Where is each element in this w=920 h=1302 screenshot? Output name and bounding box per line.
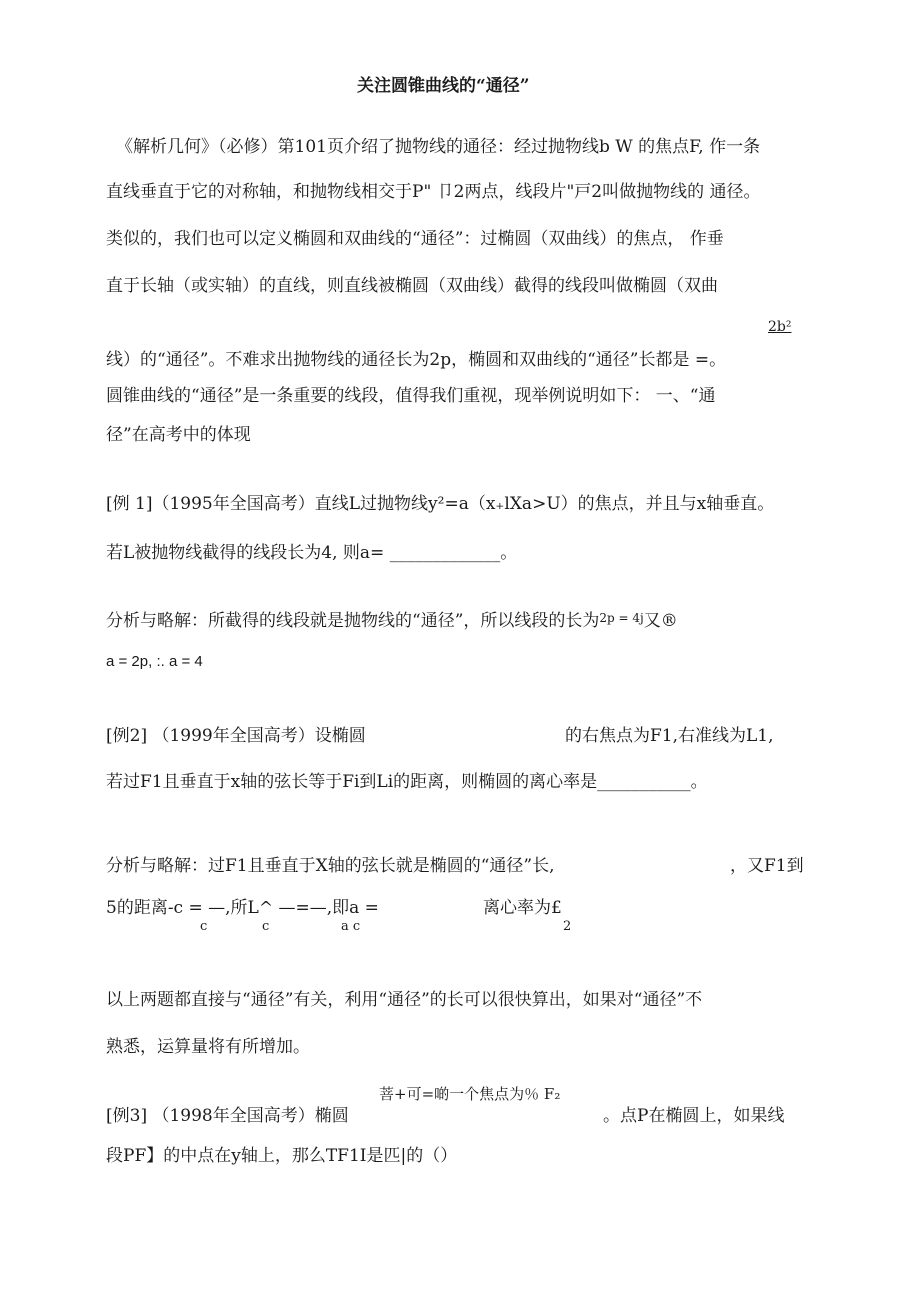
text-line: 径”在高考中的体现 — [106, 425, 251, 445]
text-line: 《解析几何》（必修）第101页介绍了抛物线的通径：经过抛物线b W 的焦点F, 作一条 — [116, 137, 761, 157]
denominator: c — [200, 919, 208, 934]
text-line: 直于长轴（或实轴）的直线，则直线被椭圆（双曲线）截得的线段叫做椭圆（双曲 — [106, 276, 718, 296]
text-line: 5的距离-c = —,所L^ —=—,即a = — [106, 898, 379, 918]
text-line: 类似的，我们也可以定义椭圆和双曲线的“通径”：过椭圆（双曲线）的焦点， 作垂 — [106, 229, 724, 249]
text-line: 分析与略解：过F1且垂直于X轴的弦长就是椭圆的“通径”长, — [106, 856, 555, 876]
fraction-numerator: 2b² — [768, 319, 792, 335]
denominator: 2 — [563, 919, 572, 934]
text-line: 段PF】的中点在y轴上，那么TF1I是匹|的（） — [106, 1146, 458, 1166]
formula-inline: 2p = 4j — [599, 611, 644, 625]
text-line: 若过F1且垂直于x轴的弦长等于Fi到Li的距离，则椭圆的离心率是___________。 — [106, 772, 708, 792]
denominator: a c — [341, 919, 361, 934]
text-line: 线）的“通径”。不难求出抛物线的通径长为2p，椭圆和双曲线的“通径”长都是 =。 — [106, 350, 727, 370]
text-line: [例 1]（1995年全国高考）直线L过抛物线y²=a（x₊lXa>U）的焦点，并且与x轴垂直。 — [106, 494, 775, 514]
text-line: 。点P在椭圆上，如果线 — [603, 1106, 785, 1126]
text-line: 圆锥曲线的“通径”是一条重要的线段，值得我们重视，现举例说明如下： 一、“通 — [106, 386, 716, 406]
denominator: c — [262, 919, 270, 934]
page-title: 关注圆锥曲线的“通径” — [357, 76, 530, 96]
text-line: ，又F1到 — [730, 856, 804, 876]
text-line: a = 2p, :. a = 4 — [106, 653, 203, 670]
text-segment: 又® — [643, 611, 678, 631]
text-line: [例3] （1998年全国高考）椭圆 — [106, 1106, 349, 1126]
text-line: 若L被抛物线截得的线段长为4, 则a= _____________。 — [106, 543, 518, 563]
text-segment: 分析与略解：所截得的线段就是抛物线的“通径”，所以线段的长为 — [106, 611, 600, 631]
text-line: 以上两题都直接与“通径”有关，利用“通径”的长可以很快算出，如果对“通径”不 — [106, 990, 703, 1010]
text-line: [例2] （1999年全国高考）设椭圆 — [106, 726, 366, 746]
text-line: 熟悉，运算量将有所增加。 — [106, 1037, 310, 1057]
text-line: 的右焦点为F1,右准线为L1, — [565, 726, 774, 746]
text-line: 直线垂直于它的对称轴，和抛物线相交于P" 卩2两点，线段片"戸2叫做抛物线的 通径。 — [106, 182, 761, 202]
formula-line: 菩+可=啲一个焦点为％ F₂ — [379, 1085, 561, 1103]
text-line — [106, 608, 678, 631]
text-line: 离心率为£ — [483, 898, 562, 918]
